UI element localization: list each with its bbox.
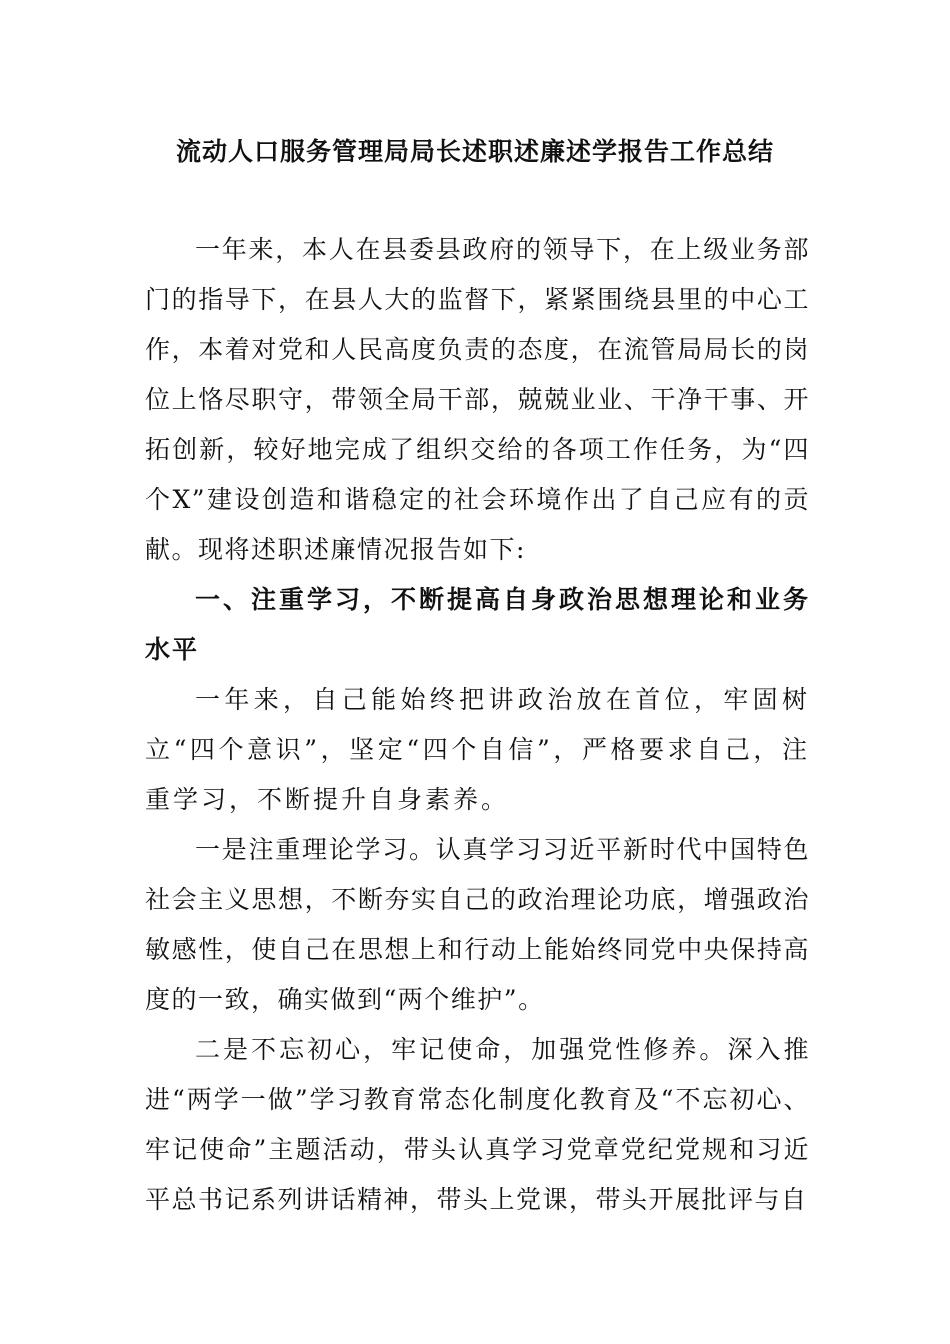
paragraph-study-overview: 一年来，自己能始终把讲政治放在首位，牢固树立“四个意识”，坚定“四个自信”，严格要求自己，注重学习，不断提升自身素养。 [145,685,810,814]
document-body [145,225,810,1225]
paragraph-intro: 一年来，本人在县委县政府的领导下，在上级业务部门的指导下，在县人大的监督下，紧紧围绕县里的中心工作，本着对党和人民高度负责的态度，在流管局局长的岗位上恪尽职守，带领全局干部，兢兢业业、干净干事、开拓创新，较好地完成了组织交给的各项工作任务，为“四个X”建设创造和谐稳定的社会环境作出了自己应有的贡献。现将述职述廉情况报告如下: [145,235,810,564]
paragraph-theory-study: 一是注重理论学习。认真学习习近平新时代中国特色社会主义思想，不断夯实自己的政治理论功底，增强政治敏感性，使自己在思想上和行动上能始终同党中央保持高度的一致，确实做到“两个维护”。 [145,835,810,1014]
section-heading-1: 一、注重学习，不断提高自身政治思想理论和业务水平 [145,585,810,664]
document-title: 流动人口服务管理局局长述职述廉述学报告工作总结 [175,137,774,166]
paragraph-party-cultivation: 二是不忘初心，牢记使命，加强党性修养。深入推进“两学一做”学习教育常态化制度化教育及“不忘初心、牢记使命”主题活动，带头认真学习党章党纪党规和习近平总书记系列讲话精神，带头上党课，带头开展批评与自 [145,1035,810,1214]
